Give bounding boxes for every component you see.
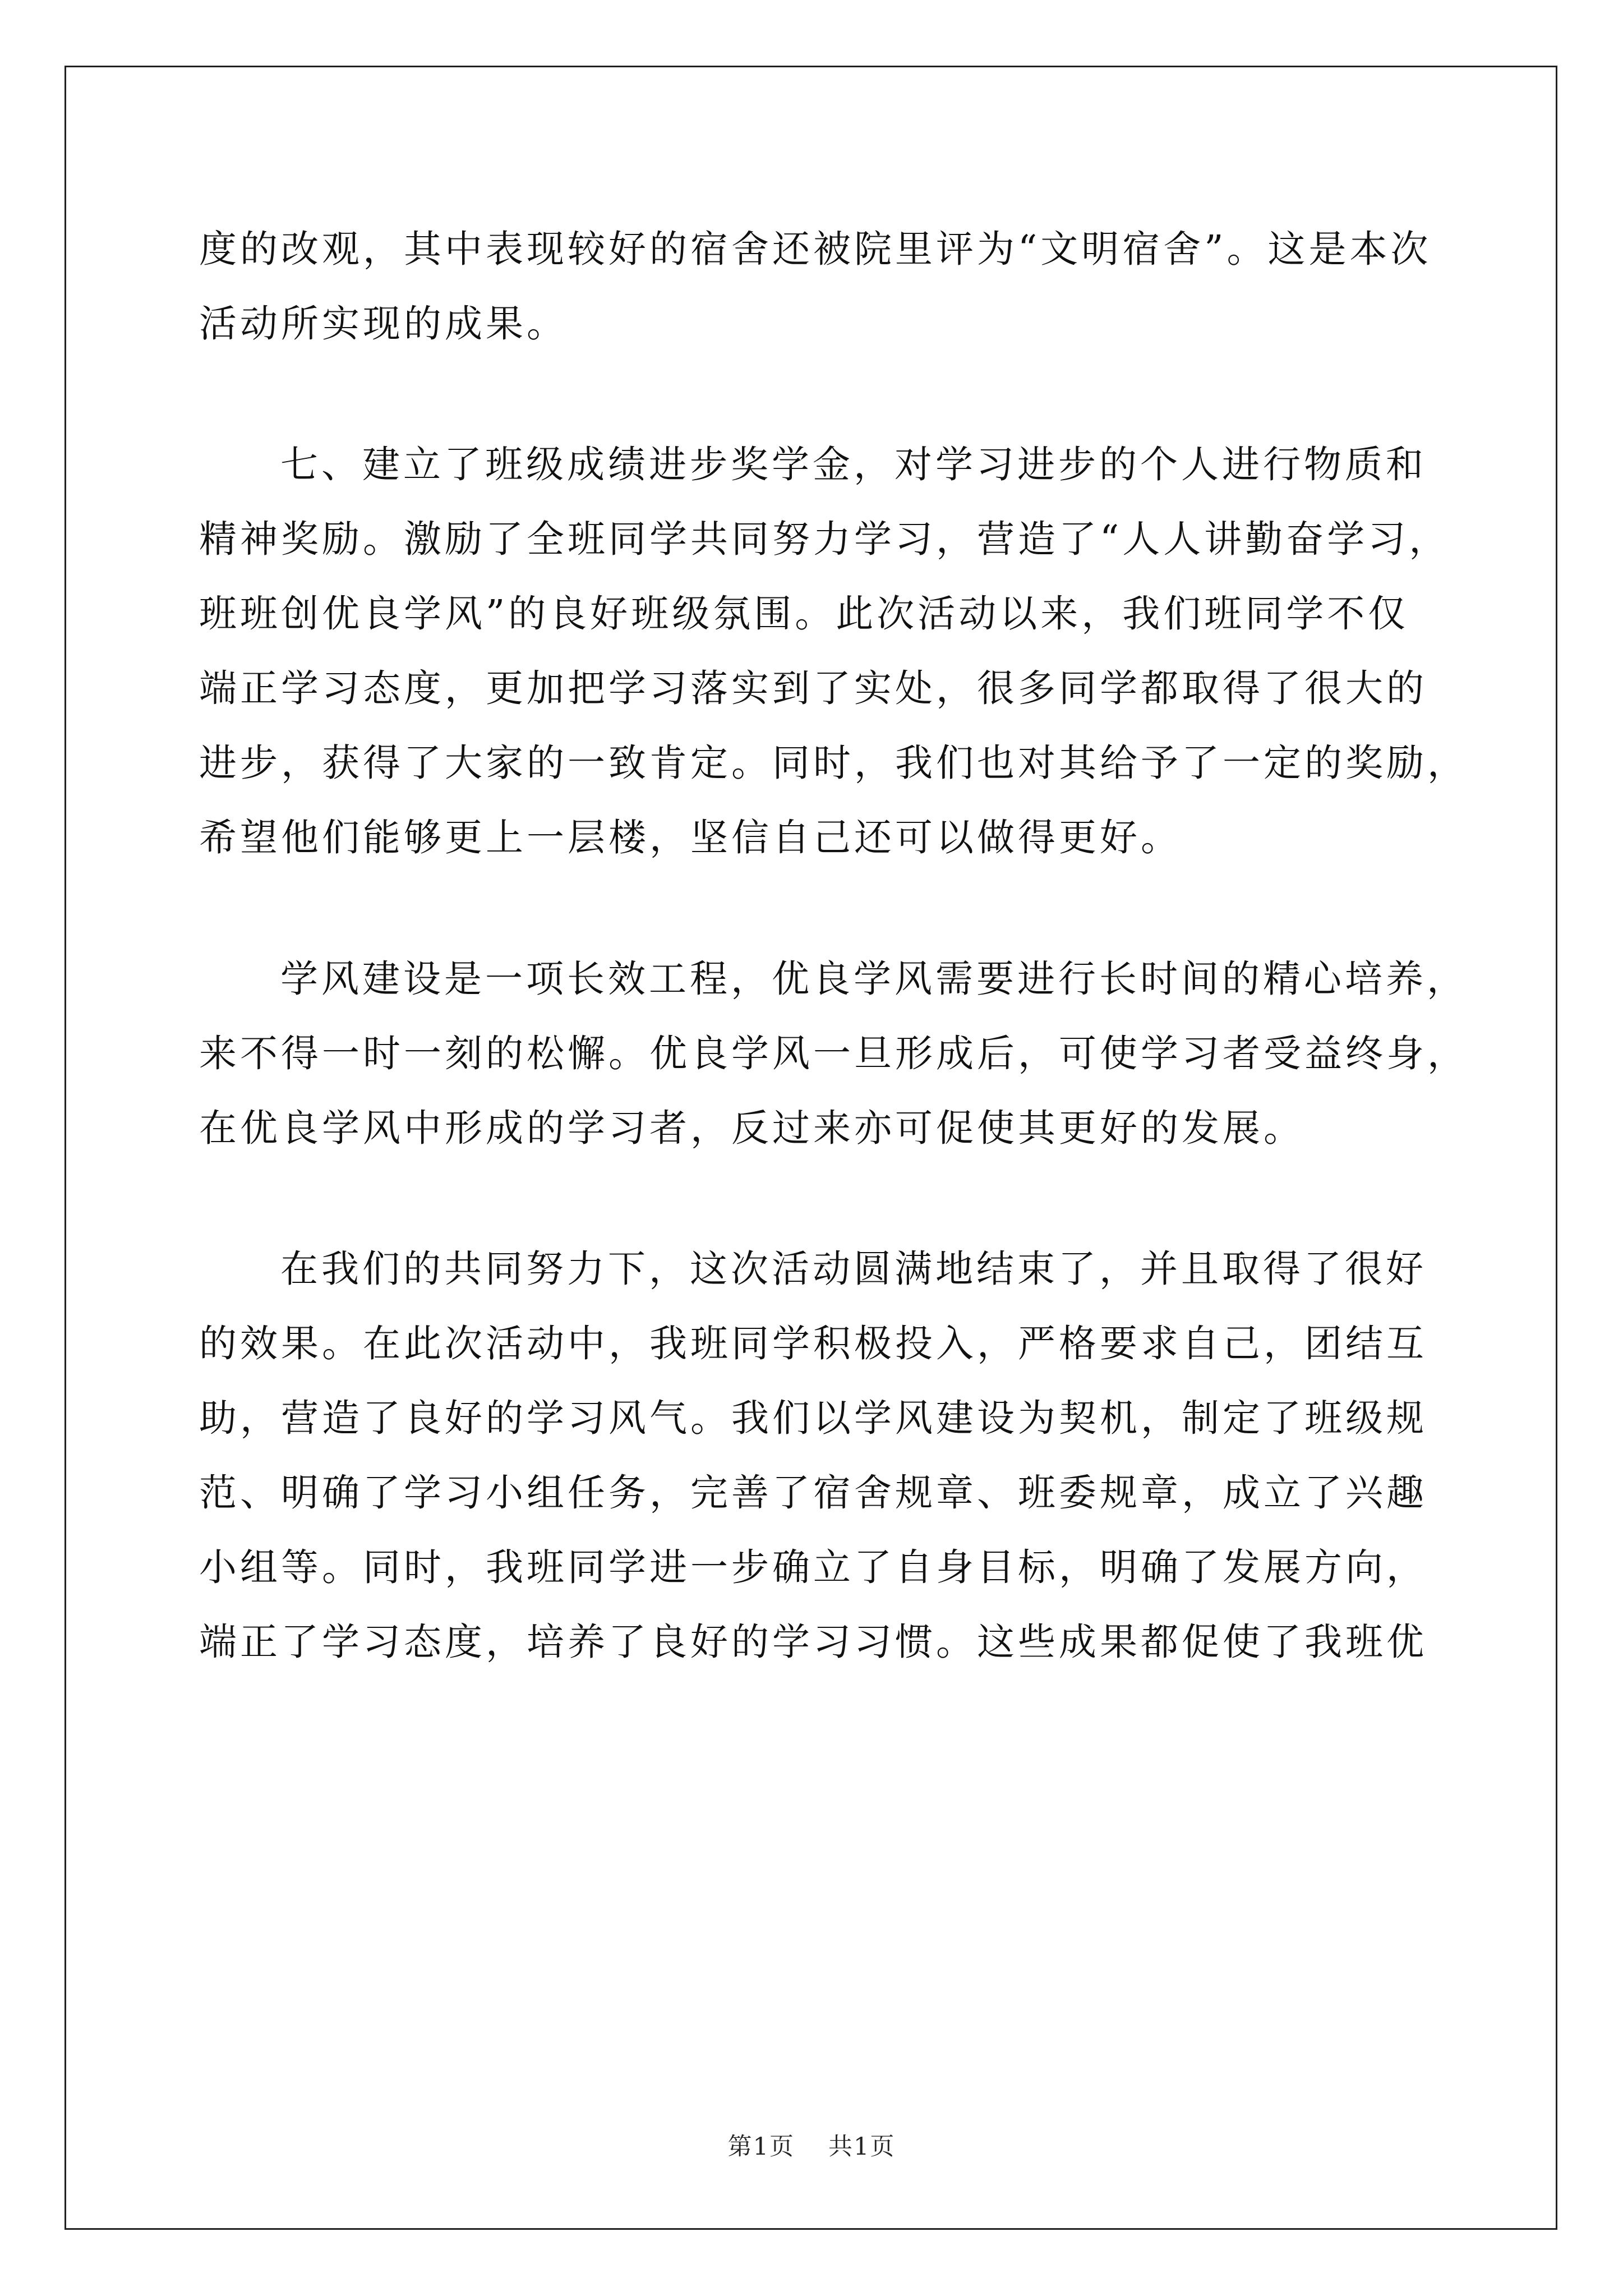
body-text-line: 活动所实现的成果。: [199, 302, 568, 346]
paragraph-start-line: 学风建设是一项长效工程，优良学风需要进行长时间的精心培养，: [280, 957, 1468, 1001]
page-number-current: 第1页: [727, 2133, 795, 2161]
body-text-line: 范、明确了学习小组任务，完善了宿舍规章、班委规章，成立了兴趣: [199, 1471, 1427, 1515]
page-number-total: 共1页: [828, 2133, 896, 2161]
body-text-line: 度的改观，其中表现较好的宿舍还被院里评为“文明宿舍”。这是本次: [199, 227, 1432, 271]
body-text-line: 精神奖励。激励了全班同学共同努力学习，营造了“人人讲勤奋学习，: [199, 517, 1450, 561]
body-text-line: 进步，获得了大家的一致肯定。同时，我们也对其给予了一定的奖励，: [199, 741, 1468, 785]
body-text-line: 的效果。在此次活动中，我班同学积极投入，严格要求自己，团结互: [199, 1322, 1427, 1365]
body-text-line: 班班创优良学风”的良好班级氛围。此次活动以来，我们班同学不仅: [199, 592, 1409, 636]
body-text-line: 端正了学习态度，培养了良好的学习习惯。这些成果都促使了我班优: [199, 1620, 1427, 1664]
body-text-line: 在优良学风中形成的学习者，反过来亦可促使其更好的发展。: [199, 1106, 1304, 1150]
body-text-line: 来不得一时一刻的松懈。优良学风一旦形成后，可使学习者受益终身，: [199, 1032, 1468, 1075]
body-text-line: 助，营造了良好的学习风气。我们以学风建设为契机，制定了班级规: [199, 1396, 1427, 1440]
body-text-line: 端正学习态度，更加把学习落实到了实处，很多同学都取得了很大的: [199, 666, 1427, 710]
body-text-line: 小组等。同时，我班同学进一步确立了自身目标，明确了发展方向，: [199, 1545, 1427, 1589]
paragraph-start-line: 七、建立了班级成绩进步奖学金，对学习进步的个人进行物质和: [280, 443, 1427, 486]
paragraph-start-line: 在我们的共同努力下，这次活动圆满地结束了，并且取得了很好: [280, 1247, 1427, 1291]
page-footer: [0, 2128, 1623, 2162]
body-text-line: 希望他们能够更上一层楼，坚信自己还可以做得更好。: [199, 816, 1182, 859]
